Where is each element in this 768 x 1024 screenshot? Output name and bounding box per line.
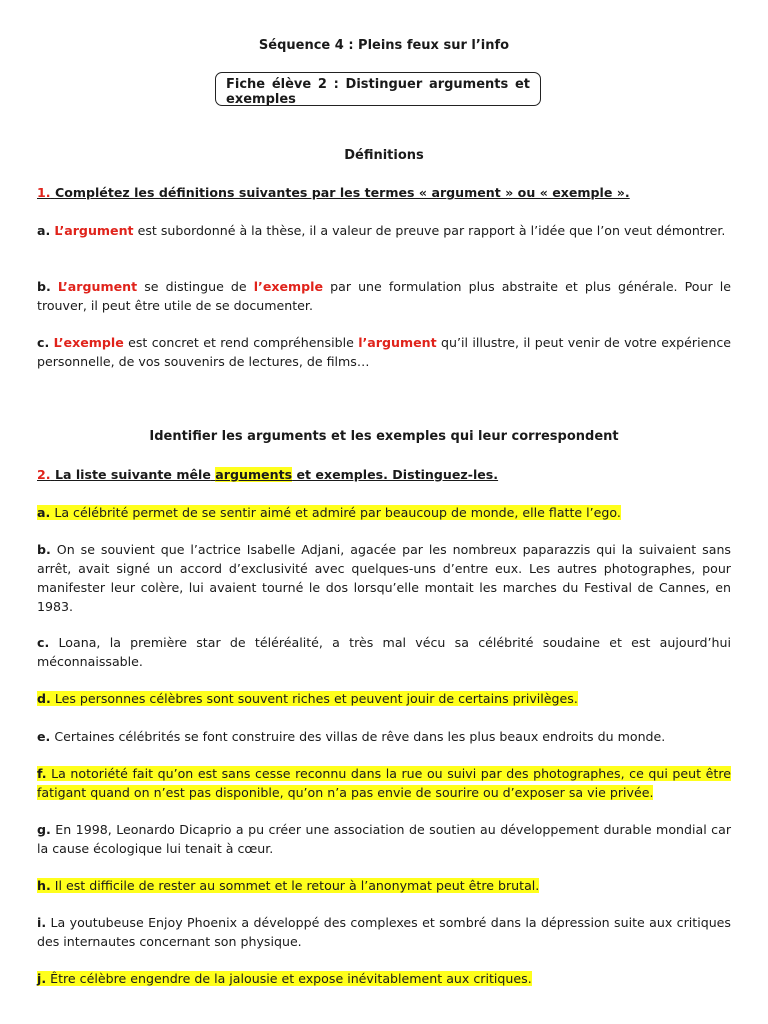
question-2-text-before: La liste suivante mêle [54,467,211,482]
question-1-number: 1. [37,185,51,200]
definition-c-term2: l’argument [358,335,437,350]
list-item-f [37,764,731,802]
list-item-f-content [37,766,731,800]
list-item-f-label: f. [37,766,47,781]
list-item-g [37,820,731,858]
list-item-c-text: Loana, la première star de téléréalité, a très mal vécu sa célébrité soudaine et est aujourd’hui méconnaissable. [37,635,731,669]
list-item-h-text: Il est difficile de rester au sommet et le retour à l’anonymat peut être brutal. [54,878,540,893]
list-item-d-label: d. [37,691,51,706]
list-item-c [37,633,731,671]
list-item-i-text: La youtubeuse Enjoy Phoenix a développé des complexes et sombré dans la dépression suite aux critiques des internautes concernant son physique. [37,915,731,949]
definition-c [37,333,731,371]
question-1 [37,183,731,202]
question-2-number: 2. [37,467,51,482]
list-item-j-label: j. [37,971,47,986]
list-item-a-text: La célébrité permet de se sentir aimé et admiré par beaucoup de monde, elle flatte l’ego. [54,505,621,520]
worksheet-page [37,0,731,1024]
question-1-text: Complétez les définitions suivantes par les termes « argument » ou « exemple ». [54,185,630,200]
list-item-d-content [37,691,578,706]
list-item-i-label: i. [37,915,47,930]
question-2-text-after: et exemples. Distinguez-les. [296,467,499,482]
definitions-heading: Définitions [344,148,424,163]
definition-b-mid: se distingue de [144,279,247,294]
list-item-d-text: Les personnes célèbres sont souvent riches et peuvent jouir de certains privilèges. [54,691,578,706]
definition-c-term1: L’exemple [53,335,124,350]
list-item-d [37,689,731,708]
list-item-f-text: La notoriété fait qu’on est sans cesse reconnu dans la rue ou suivi par des photographes, ce qui peut être fatigant quand on n’est pas disponible, qu’on n’a pas envie de sourire ou d’exposer sa vie privée. [37,766,731,800]
list-item-e [37,727,731,746]
list-item-h [37,876,731,895]
list-item-h-label: h. [37,878,51,893]
list-item-j-text: Être célèbre engendre de la jalousie et expose inévitablement aux critiques. [50,971,532,986]
definition-c-mid: est concret et rend compréhensible [128,335,354,350]
definition-c-text: qu’il illustre, il peut venir de votre expérience personnelle, de vos souvenirs de lectures, de films… [37,335,731,369]
definition-b-term1: L’argument [57,279,138,294]
definition-b-term2: l’exemple [253,279,324,294]
fiche-title-box: Fiche élève 2 : Distinguer arguments et exemples [215,72,541,106]
list-item-e-label: e. [37,729,51,744]
question-2-highlight: arguments [215,467,293,482]
definition-c-label: c. [37,335,50,350]
question-2 [37,465,731,484]
list-item-j [37,969,731,988]
list-item-c-label: c. [37,635,50,650]
definition-b-label: b. [37,279,51,294]
definition-a-text: est subordonné à la thèse, il a valeur de preuve par rapport à l’idée que l’on veut démontrer. [137,223,726,238]
definition-a-label: a. [37,223,51,238]
list-item-g-label: g. [37,822,51,837]
list-item-e-text: Certaines célébrités se font construire des villas de rêve dans les plus beaux endroits du monde. [54,729,666,744]
sequence-title: Séquence 4 : Pleins feux sur l’info [258,38,510,53]
list-item-b-label: b. [37,542,51,557]
definition-a-term: L’argument [54,223,134,238]
definition-a [37,221,731,240]
list-item-g-text: En 1998, Leonardo Dicaprio a pu créer une association de soutien au développement durable mondial car la cause écologique lui tenait à cœur. [37,822,731,856]
list-item-b [37,540,731,616]
list-item-a-content [37,505,621,520]
list-item-i [37,913,731,951]
list-item-j-content [37,971,532,986]
list-item-b-text: On se souvient que l’actrice Isabelle Adjani, agacée par les nombreux paparazzis qui la suivaient sans arrêt, avait signé un accord d’exclusivité avec quelques-uns d’entre eux. Les autres photographes, pour manifester leur colère, lui avaient tourné le dos lorsqu’elle montait les marches du Festival de Cannes, en 1983. [37,542,731,614]
definition-b [37,277,731,315]
identify-heading: Identifier les arguments et les exemples qui leur correspondent [149,429,619,444]
list-item-a [37,503,731,522]
definition-b-text: par une formulation plus abstraite et plus générale. Pour le trouver, il peut être utile de se documenter. [37,279,731,313]
list-item-h-content [37,878,539,893]
list-item-a-label: a. [37,505,51,520]
